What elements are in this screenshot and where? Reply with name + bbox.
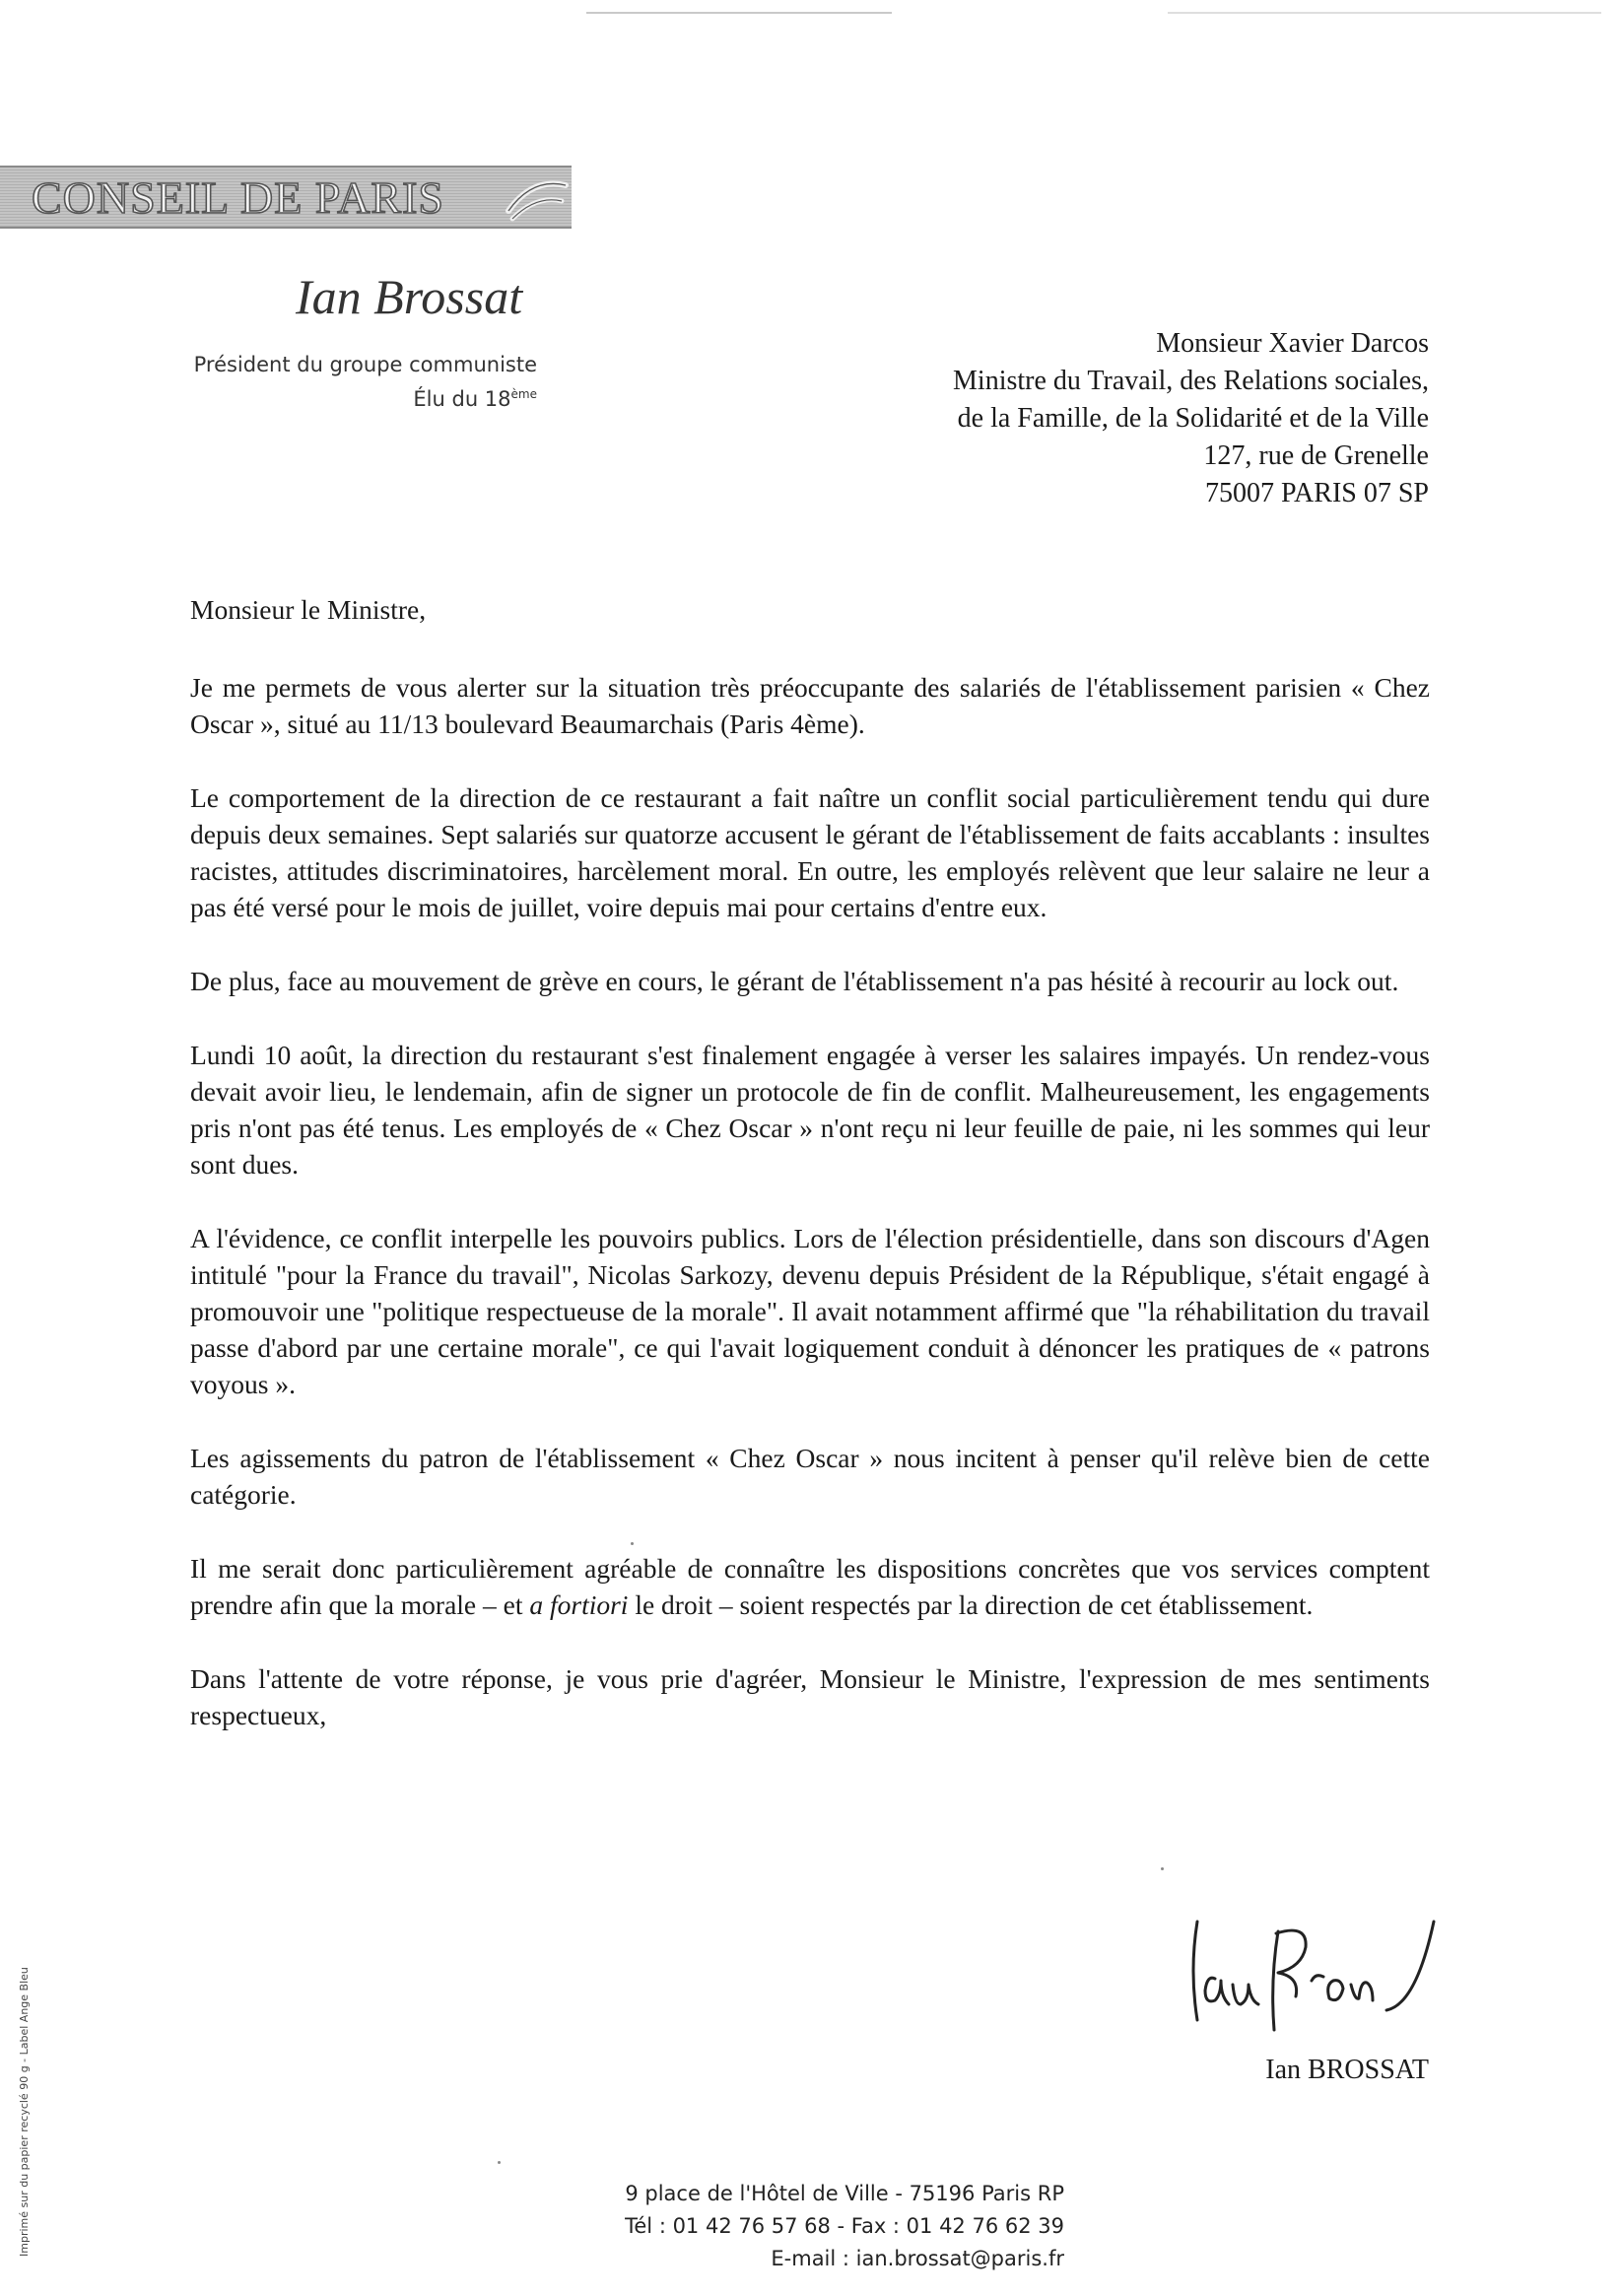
letter-body [190,591,1430,1771]
logo-text: CONSEIL DE PARIS [32,172,444,223]
author-role-block [158,350,537,414]
handwritten-signature [1168,1902,1463,2040]
footer-phone: Tél : 01 42 76 57 68 - Fax : 01 42 76 62 39 [625,2214,1064,2238]
scan-speck [631,1542,634,1545]
recipient-address [769,325,1429,512]
scan-artifact-line [1168,12,1601,14]
recipient-line: de la Famille, de la Solidarité et de la Ville [957,403,1429,434]
seine-wave-icon [503,168,572,227]
closing-paragraph: Dans l'attente de votre réponse, je vous prie d'agréer, Monsieur le Ministre, l'expression de mes sentiments respectueux, [190,1663,1430,1730]
recipient-line: Ministre du Travail, des Relations sociales, [953,366,1429,396]
author-name-script: Ian Brossat [296,269,523,324]
paragraph: Il me serait donc particulièrement agréable de connaître les dispositions concrètes que vos services comptent prendre afin que la morale – et a fortiori le droit – soient respectés par la direction de cet établissement. [190,1553,1430,1620]
recipient-line: 127, rue de Grenelle [1203,440,1429,471]
footer-email: E-mail : ian.brossat@paris.fr [771,2247,1064,2270]
recipient-line: 75007 PARIS 07 SP [1205,478,1429,508]
recipient-line: Monsieur Xavier Darcos [1156,328,1429,359]
paragraph: Je me permets de vous alerter sur la situation très préoccupante des salariés de l'établissement parisien « Chez Oscar », situé au 11/13 boulevard Beaumarchais (Paris 4ème). [190,672,1430,739]
paragraph: Lundi 10 août, la direction du restaurant s'est finalement engagée à verser les salaires impayés. Un rendez-vous devait avoir lieu, le lendemain, afin de signer un protocole de fin de conflit. Malheureusement, les engagements pris n'ont pas été tenus. Les employés de « Chez Oscar » n'ont reçu ni leur feuille de paie, ni les sommes qui leur sont dues. [190,1040,1430,1180]
paragraph: De plus, face au mouvement de grève en cours, le gérant de l'établissement n'a pas hésité à recourir au lock out. [190,966,1399,996]
recycled-paper-notice: Imprimé sur du papier recyclé 90 g - Label Ange Bleu [18,1967,31,2257]
footer-address: 9 place de l'Hôtel de Ville - 75196 Paris RP [625,2182,1064,2205]
footer-contact [552,2178,1064,2275]
salutation: Monsieur le Ministre, [190,594,427,625]
author-role: Président du groupe communiste [193,353,537,376]
paragraph: Le comportement de la direction de ce restaurant a fait naître un conflit social particulièrement tendu qui dure depuis deux semaines. Sept salariés sur quatorze accusent le gérant de l'établissement de faits accablants : insultes racistes, attitudes discriminatoires, harcèlement moral. En outre, les employés relèvent que leur salaire ne leur a pas été versé pour le mois de juillet, voire depuis mai pour certains d'entre eux. [190,782,1430,922]
signer-name: Ian BROSSAT [1265,2055,1429,2085]
scan-artifact-line [586,12,892,14]
letterhead-logo [0,166,572,229]
paragraph: A l'évidence, ce conflit interpelle les pouvoirs publics. Lors de l'élection présidentielle, dans son discours d'Agen intitulé "pour la France du travail", Nicolas Sarkozy, devenu depuis Président de la République, s'était engagé à promouvoir une "politique respectueuse de la morale". Il avait notamment affirmé que "la réhabilitation du travail passe d'abord par une certaine morale", ce qui l'avait logiquement conduit à dénoncer les pratiques de « patrons voyous ». [190,1223,1430,1399]
scan-speck [1161,1867,1164,1870]
paragraph: Les agissements du patron de l'établissement « Chez Oscar » nous incitent à penser qu'il relève bien de cette catégorie. [190,1443,1430,1510]
author-elected: Élu du 18ème [413,387,537,411]
scan-speck [498,2161,501,2164]
